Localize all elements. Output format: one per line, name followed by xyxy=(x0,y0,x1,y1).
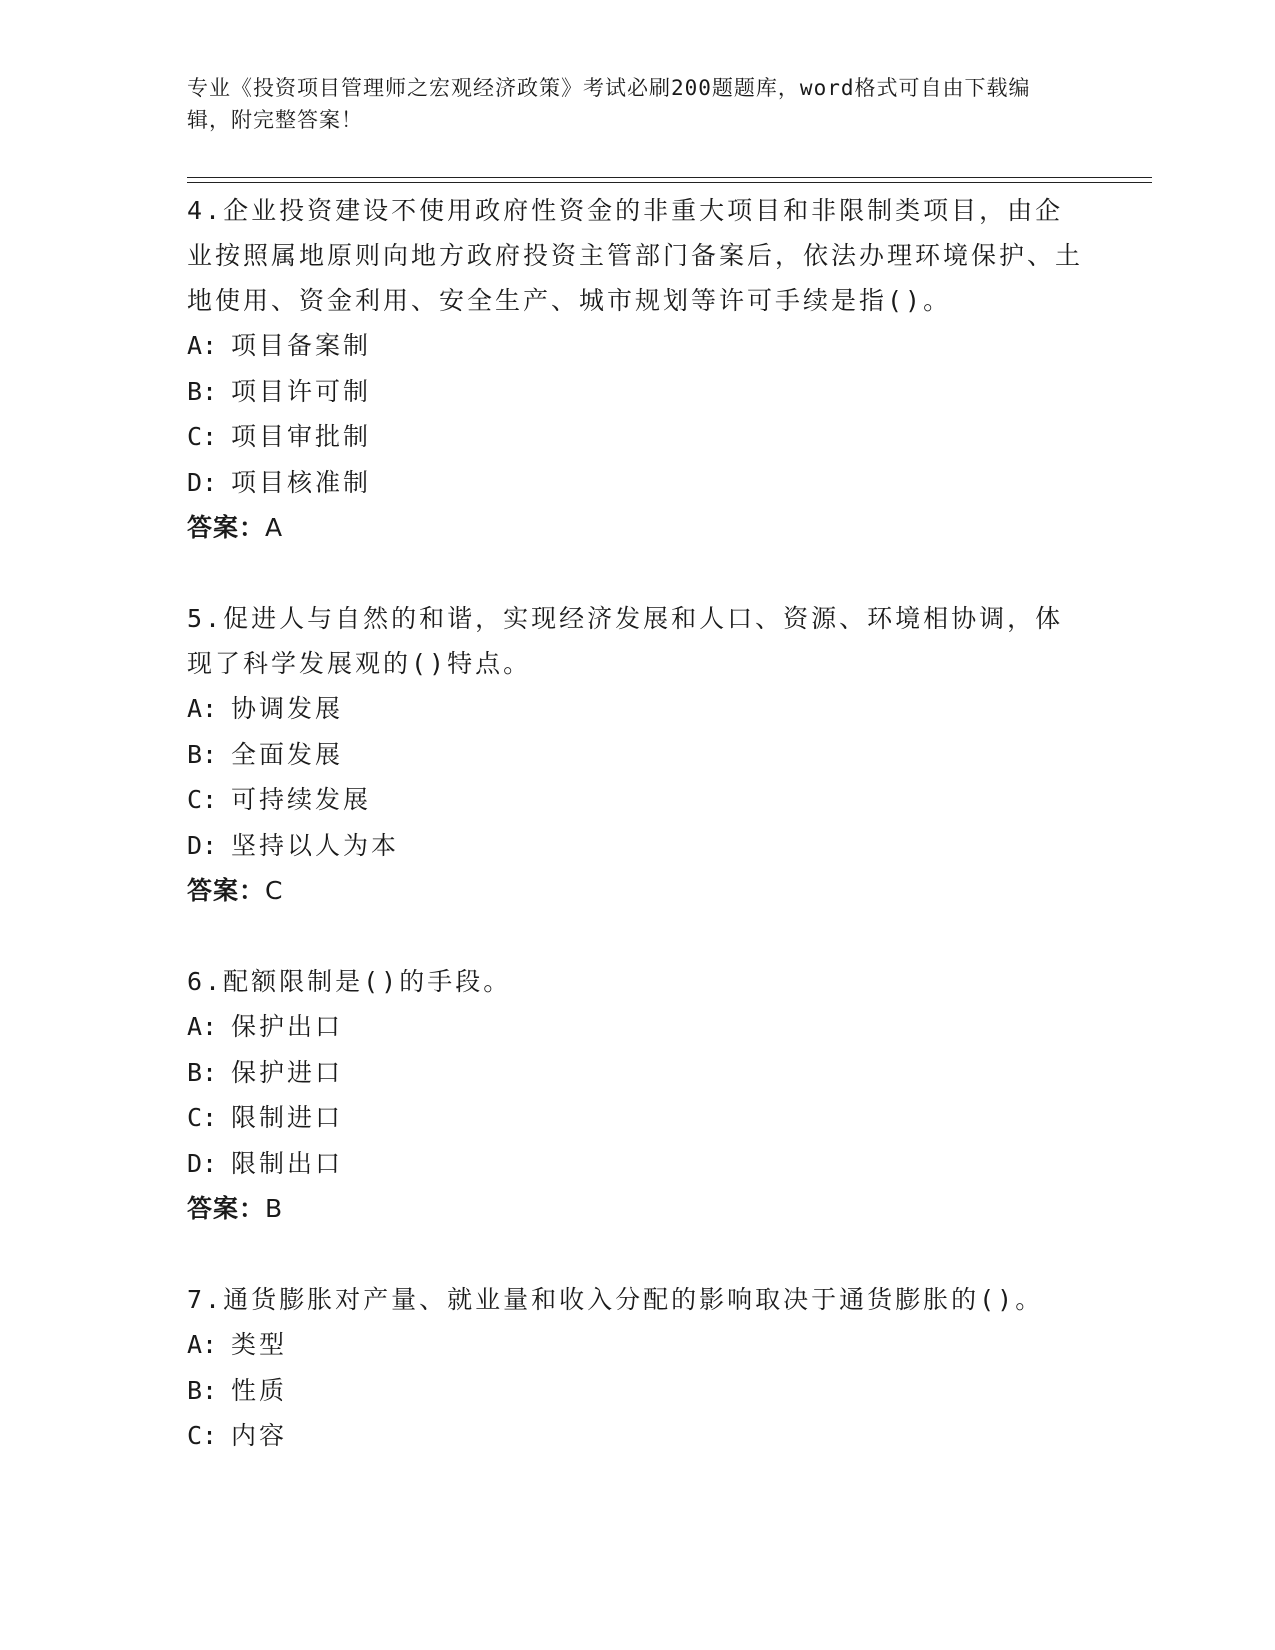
option-text: 项目许可制 xyxy=(231,376,372,406)
option-label: B: xyxy=(187,1375,218,1405)
option-label: B: xyxy=(187,1057,218,1087)
option-label: D: xyxy=(187,1148,218,1178)
option-label: A: xyxy=(187,1012,218,1041)
option-label: D: xyxy=(187,830,218,860)
option-b xyxy=(187,732,1087,778)
question-stem: 6.配额限制是()的手段。 xyxy=(187,967,512,996)
option-a xyxy=(187,686,1087,732)
question-stem: 5.促进人与自然的和谐，实现经济发展和人口、资源、环境相协调，体现了科学发展观的()特点。 xyxy=(187,604,1064,678)
answer-label: 答案： xyxy=(187,513,266,542)
answer-value: A xyxy=(265,513,284,542)
answer-line xyxy=(187,868,1087,914)
option-label: D: xyxy=(187,467,218,497)
answer-value: C xyxy=(265,876,284,905)
option-label: C: xyxy=(187,1103,218,1132)
option-text: 协调发展 xyxy=(231,694,344,723)
option-c xyxy=(187,1413,1087,1459)
option-b xyxy=(187,1050,1087,1096)
answer-line xyxy=(187,505,1087,551)
option-d xyxy=(187,460,1087,506)
option-text: 限制进口 xyxy=(231,1103,344,1132)
option-a xyxy=(187,1322,1087,1368)
option-label: A: xyxy=(187,694,218,723)
option-label: C: xyxy=(187,785,218,814)
question-item xyxy=(187,1277,1087,1459)
option-text: 限制出口 xyxy=(231,1148,344,1178)
answer-label: 答案： xyxy=(187,1194,266,1223)
option-a xyxy=(187,323,1087,369)
option-text: 坚持以人为本 xyxy=(231,830,400,860)
option-label: A: xyxy=(187,1330,218,1359)
option-label: B: xyxy=(187,739,218,769)
option-a xyxy=(187,1004,1087,1050)
option-text: 保护出口 xyxy=(231,1012,344,1041)
option-text: 全面发展 xyxy=(231,739,344,769)
option-label: C: xyxy=(187,1421,218,1450)
question-stem: 4.企业投资建设不使用政府性资金的非重大项目和非限制类项目，由企业按照属地原则向地方政府投资主管部门备案后，依法办理环境保护、土地使用、资金利用、安全生产、城市规划等许可手续是指()。 xyxy=(187,196,1084,315)
option-text: 内容 xyxy=(231,1421,288,1450)
option-d xyxy=(187,823,1087,869)
option-c xyxy=(187,1095,1087,1141)
question-list xyxy=(187,188,1087,1504)
header-divider-bottom xyxy=(187,182,1152,183)
option-c xyxy=(187,414,1087,460)
option-d xyxy=(187,1141,1087,1187)
option-label: A: xyxy=(187,331,218,360)
option-c xyxy=(187,777,1087,823)
option-text: 保护进口 xyxy=(231,1057,344,1087)
option-b xyxy=(187,369,1087,415)
question-item xyxy=(187,959,1087,1232)
question-stem: 7.通货膨胀对产量、就业量和收入分配的影响取决于通货膨胀的()。 xyxy=(187,1285,1044,1314)
option-b xyxy=(187,1368,1087,1414)
option-text: 项目审批制 xyxy=(231,422,372,451)
header-divider-top xyxy=(187,177,1152,178)
option-label: B: xyxy=(187,376,218,406)
document-header: 专业《投资项目管理师之宏观经济政策》考试必刷200题题库，word格式可自由下载编辑，附完整答案！ xyxy=(187,76,1031,132)
answer-value: B xyxy=(265,1194,284,1223)
answer-line xyxy=(187,1186,1087,1232)
option-text: 可持续发展 xyxy=(231,785,372,814)
option-text: 性质 xyxy=(231,1375,288,1405)
answer-label: 答案： xyxy=(187,876,266,905)
question-item xyxy=(187,188,1087,551)
question-item xyxy=(187,596,1087,914)
option-label: C: xyxy=(187,422,218,451)
option-text: 项目备案制 xyxy=(231,331,372,360)
option-text: 项目核准制 xyxy=(231,467,372,497)
option-text: 类型 xyxy=(231,1330,288,1359)
